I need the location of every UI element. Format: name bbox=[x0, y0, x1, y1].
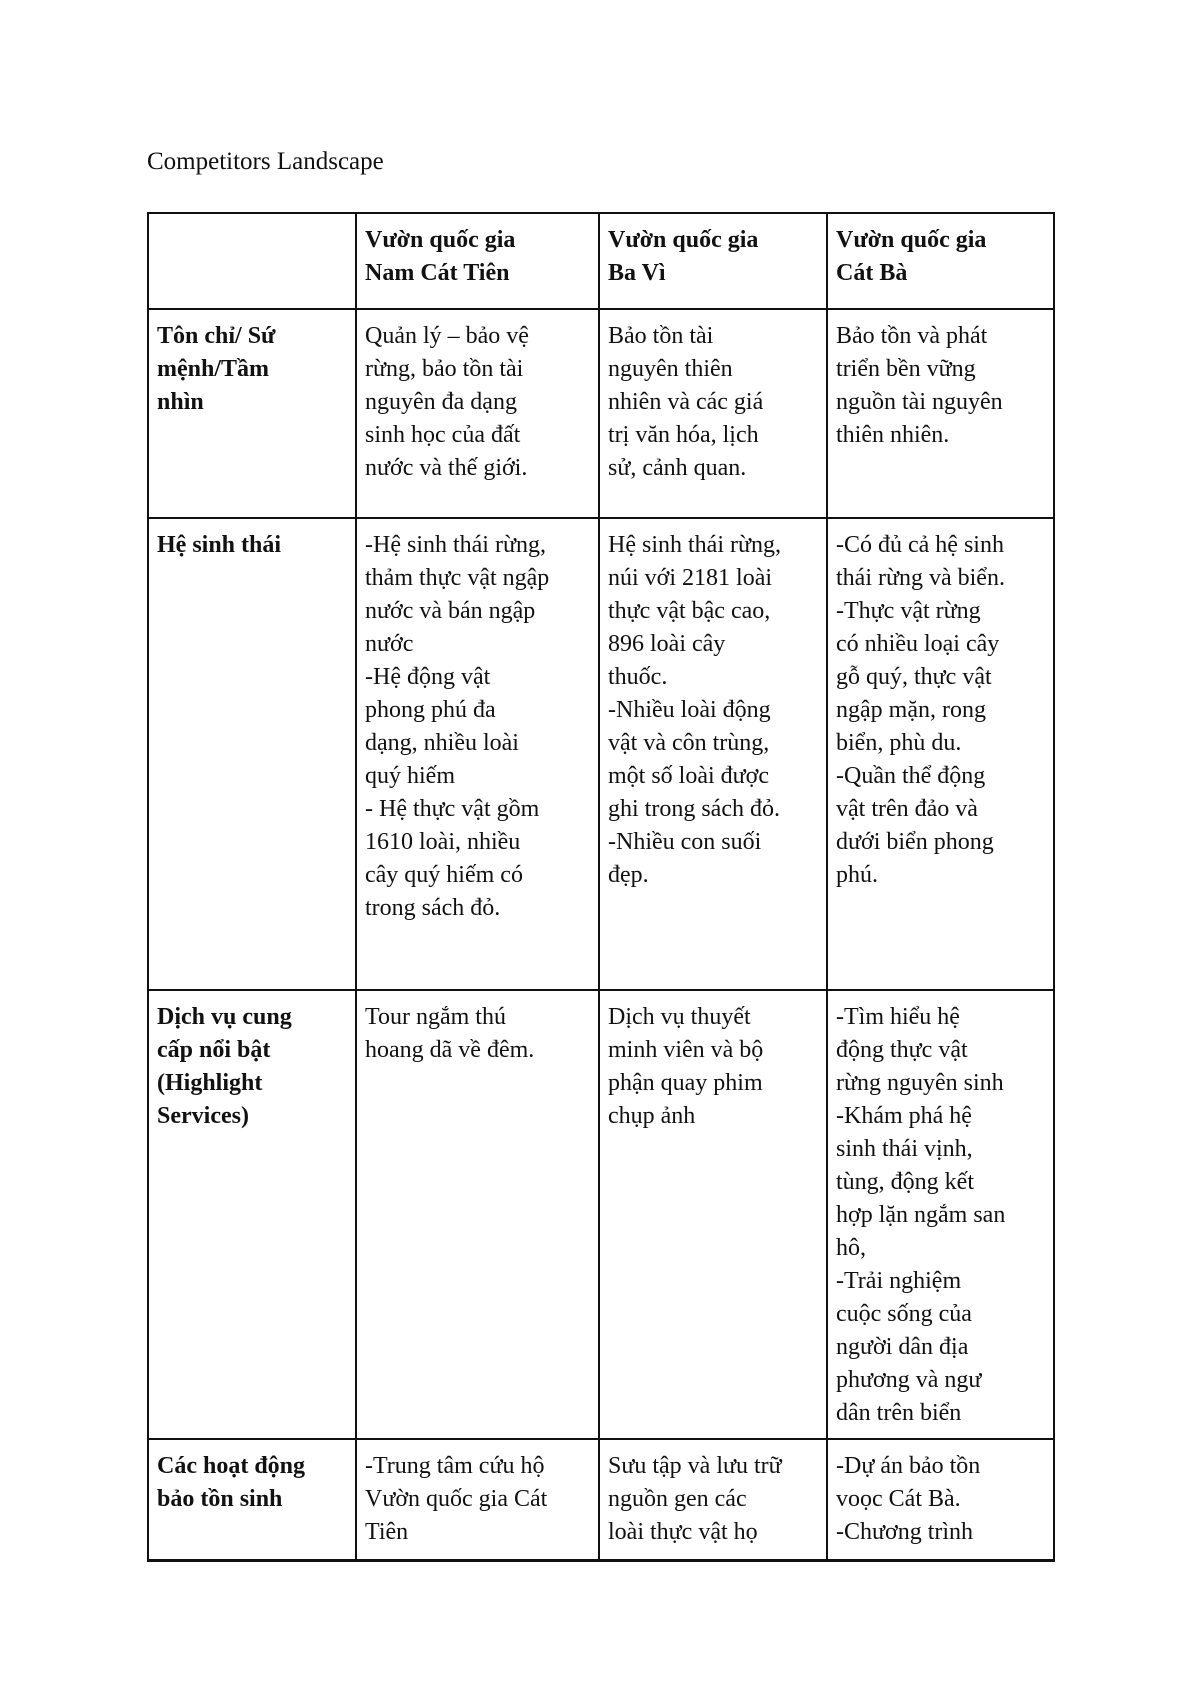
cell-line: trong sách đỏ. bbox=[365, 895, 501, 921]
document-title: Competitors Landscape bbox=[147, 148, 384, 175]
cell-line: -Khám phá hệ bbox=[836, 1103, 972, 1129]
cell-line: vật và côn trùng, bbox=[608, 730, 770, 756]
row-label-mission bbox=[148, 309, 356, 518]
cell-conservation-ba-vi bbox=[599, 1439, 827, 1560]
cell-line: thảm thực vật ngập bbox=[365, 565, 550, 591]
cell-line: dưới biển phong bbox=[836, 829, 994, 855]
cell-line: nước bbox=[365, 631, 414, 657]
cell-line: dạng, nhiều loài bbox=[365, 730, 519, 756]
cell-line: Tour ngắm thú bbox=[365, 1004, 506, 1030]
cell-line: voọc Cát Bà. bbox=[836, 1486, 961, 1512]
cell-line: phương và ngư bbox=[836, 1367, 982, 1393]
cell-line: nhìn bbox=[157, 389, 204, 415]
competitors-table bbox=[147, 212, 1055, 1562]
cell-services-cat-ba bbox=[827, 990, 1054, 1439]
cell-line: 896 loài cây bbox=[608, 631, 726, 657]
row-label-services bbox=[148, 990, 356, 1439]
cell-mission-cat-ba bbox=[827, 309, 1054, 518]
cell-line: động thực vật bbox=[836, 1037, 968, 1063]
cell-line: nhiên và các giá bbox=[608, 389, 764, 415]
cell-conservation-cat-ba bbox=[827, 1439, 1054, 1560]
header-cat-ba bbox=[827, 213, 1054, 309]
cell-line: nguồn tài nguyên bbox=[836, 389, 1003, 415]
header-line: Nam Cát Tiên bbox=[365, 260, 510, 286]
cell-line: đẹp. bbox=[608, 862, 649, 888]
cell-line: cây quý hiếm có bbox=[365, 862, 523, 888]
header-line: Vườn quốc gia bbox=[365, 227, 516, 253]
cell-line: Services) bbox=[157, 1103, 249, 1129]
cell-line: biển, phù du. bbox=[836, 730, 962, 756]
table-row-conservation bbox=[148, 1439, 1054, 1560]
cell-line: hô, bbox=[836, 1235, 866, 1261]
cell-line: quý hiếm bbox=[365, 763, 455, 789]
cell-line: -Trải nghiệm bbox=[836, 1268, 962, 1294]
cell-line: - Hệ thực vật gồm bbox=[365, 796, 540, 822]
cell-line: Hệ sinh thái rừng, bbox=[608, 532, 781, 558]
cell-line: thực vật bậc cao, bbox=[608, 598, 771, 624]
cell-line: Bảo tồn và phát bbox=[836, 323, 988, 349]
header-line: Cát Bà bbox=[836, 260, 908, 286]
cell-line: ghi trong sách đỏ. bbox=[608, 796, 780, 822]
cell-mission-ba-vi bbox=[599, 309, 827, 518]
cell-line: Bảo tồn tài bbox=[608, 323, 714, 349]
cell-line: sinh thái vịnh, bbox=[836, 1136, 973, 1162]
cell-line: thuốc. bbox=[608, 664, 668, 690]
header-line: Ba Vì bbox=[608, 260, 666, 286]
cell-line: hoang dã về đêm. bbox=[365, 1037, 535, 1063]
cell-conservation-nam-cat-tien bbox=[356, 1439, 599, 1560]
cell-line: nước và bán ngập bbox=[365, 598, 536, 624]
cell-line: mệnh/Tầm bbox=[157, 356, 270, 382]
cell-line: -Dự án bảo tồn bbox=[836, 1453, 981, 1479]
header-line: Vườn quốc gia bbox=[608, 227, 759, 253]
cell-line: Các hoạt động bbox=[157, 1453, 306, 1479]
cell-line: phận quay phim bbox=[608, 1070, 763, 1096]
cell-line: hợp lặn ngắm san bbox=[836, 1202, 1006, 1228]
cell-line: thái rừng và biển. bbox=[836, 565, 1005, 591]
cell-ecosystem-cat-ba bbox=[827, 518, 1054, 990]
header-ba-vi bbox=[599, 213, 827, 309]
cell-line: -Nhiều loài động bbox=[608, 697, 771, 723]
cell-ecosystem-nam-cat-tien bbox=[356, 518, 599, 990]
cell-line: vật trên đảo và bbox=[836, 796, 978, 822]
header-nam-cat-tien bbox=[356, 213, 599, 309]
cell-line: rừng nguyên sinh bbox=[836, 1070, 1004, 1096]
cell-line: Dịch vụ thuyết bbox=[608, 1004, 751, 1030]
cell-line: nguyên đa dạng bbox=[365, 389, 517, 415]
cell-line: gỗ quý, thực vật bbox=[836, 664, 992, 690]
cell-line: -Nhiều con suối bbox=[608, 829, 762, 855]
cell-line: sinh học của đất bbox=[365, 422, 521, 448]
cell-line: Dịch vụ cung bbox=[157, 1004, 292, 1030]
cell-line: nguồn gen các bbox=[608, 1486, 747, 1512]
header-empty-cell bbox=[148, 213, 356, 309]
cell-line: chụp ảnh bbox=[608, 1103, 696, 1129]
cell-line: Sưu tập và lưu trữ bbox=[608, 1453, 782, 1479]
cell-line: Tôn chỉ/ Sứ bbox=[157, 323, 276, 349]
cell-line: ngập mặn, rong bbox=[836, 697, 986, 723]
cell-ecosystem-ba-vi bbox=[599, 518, 827, 990]
cell-line: núi với 2181 loài bbox=[608, 565, 773, 591]
cell-line: loài thực vật họ bbox=[608, 1519, 758, 1545]
cell-line: thiên nhiên. bbox=[836, 422, 950, 448]
cell-line: sử, cảnh quan. bbox=[608, 455, 747, 481]
cell-line: người dân địa bbox=[836, 1334, 969, 1360]
cell-line: -Tìm hiểu hệ bbox=[836, 1004, 960, 1030]
cell-line: -Chương trình bbox=[836, 1519, 974, 1545]
cell-line: phong phú đa bbox=[365, 697, 496, 723]
cell-line: trị văn hóa, lịch bbox=[608, 422, 759, 448]
cell-mission-nam-cat-tien bbox=[356, 309, 599, 518]
cell-line: có nhiều loại cây bbox=[836, 631, 1000, 657]
cell-line: -Có đủ cả hệ sinh bbox=[836, 532, 1004, 558]
cell-line: -Hệ động vật bbox=[365, 664, 491, 690]
cell-line: rừng, bảo tồn tài bbox=[365, 356, 524, 382]
cell-line: -Trung tâm cứu hộ bbox=[365, 1453, 545, 1479]
cell-line: Vườn quốc gia Cát bbox=[365, 1486, 548, 1512]
cell-line: triển bền vững bbox=[836, 356, 976, 382]
cell-line: Tiên bbox=[365, 1519, 409, 1545]
cell-line: nước và thế giới. bbox=[365, 455, 528, 481]
cell-services-ba-vi bbox=[599, 990, 827, 1439]
cell-line: nguyên thiên bbox=[608, 356, 733, 382]
table-row-services bbox=[148, 990, 1054, 1439]
row-label-conservation bbox=[148, 1439, 356, 1560]
table-header-row bbox=[148, 213, 1054, 309]
cell-line: cấp nổi bật bbox=[157, 1037, 271, 1063]
cell-line: phú. bbox=[836, 862, 878, 888]
row-label-ecosystem bbox=[148, 518, 356, 990]
cell-line: (Highlight bbox=[157, 1070, 263, 1096]
cell-services-nam-cat-tien bbox=[356, 990, 599, 1439]
table-row-mission bbox=[148, 309, 1054, 518]
cell-line: 1610 loài, nhiều bbox=[365, 829, 521, 855]
cell-line: cuộc sống của bbox=[836, 1301, 972, 1327]
cell-line: -Thực vật rừng bbox=[836, 598, 981, 624]
cell-line: bảo tồn sinh bbox=[157, 1486, 283, 1512]
cell-line: dân trên biển bbox=[836, 1400, 962, 1426]
header-line: Vườn quốc gia bbox=[836, 227, 987, 253]
cell-line: Quản lý – bảo vệ bbox=[365, 323, 529, 349]
cell-line: một số loài được bbox=[608, 763, 770, 789]
cell-line: tùng, động kết bbox=[836, 1169, 974, 1195]
cell-line: -Hệ sinh thái rừng, bbox=[365, 532, 546, 558]
cell-line: minh viên và bộ bbox=[608, 1037, 764, 1063]
cell-line: Hệ sinh thái bbox=[157, 532, 282, 558]
cell-line: -Quần thể động bbox=[836, 763, 986, 789]
table-row-ecosystem bbox=[148, 518, 1054, 990]
